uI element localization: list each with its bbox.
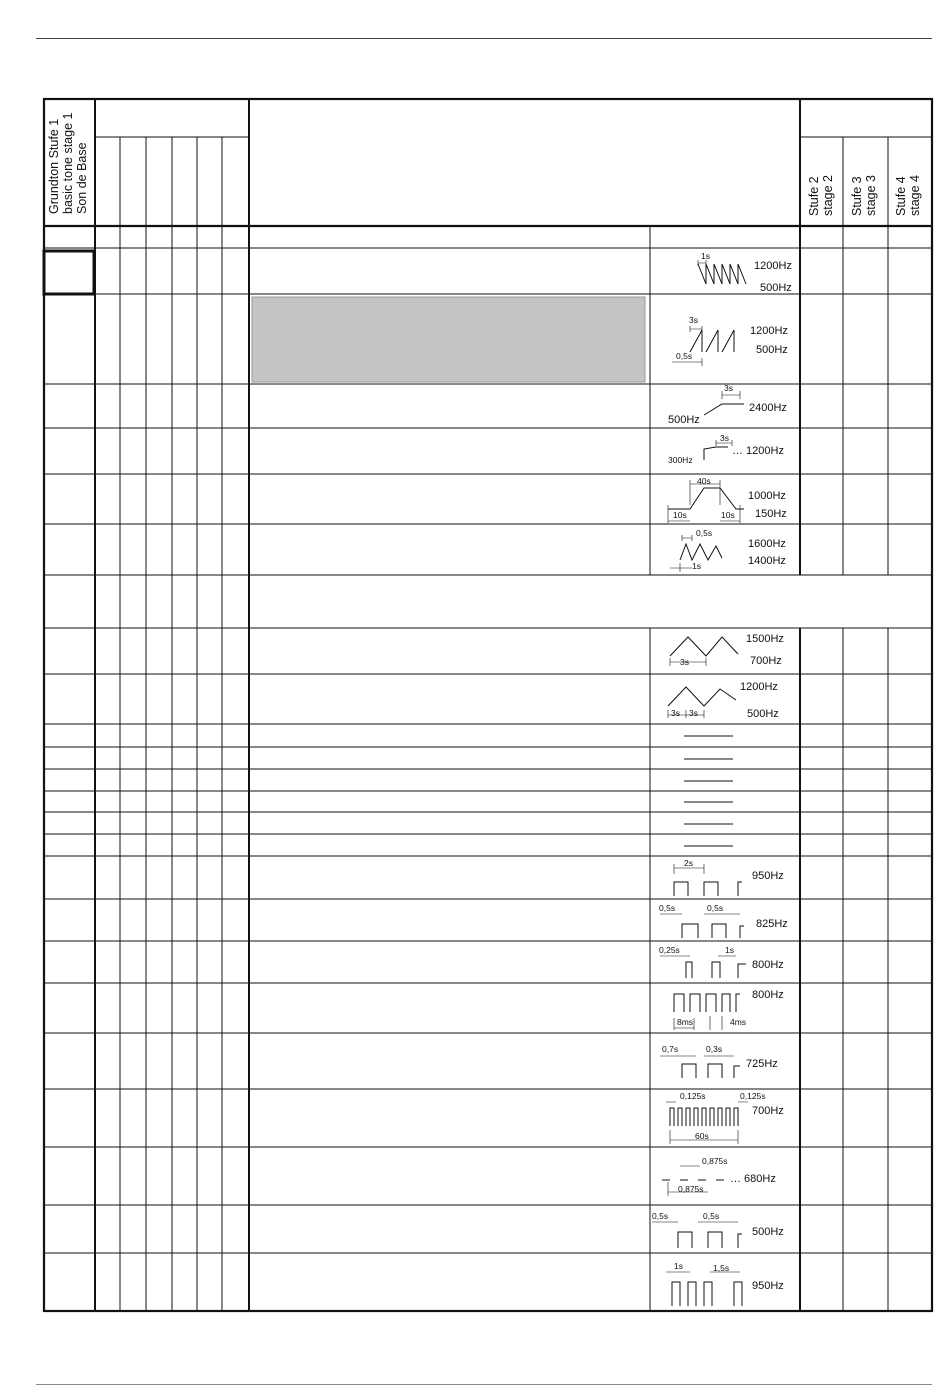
svg-text:0,5s: 0,5s	[676, 351, 693, 361]
svg-text:3s: 3s	[724, 383, 733, 393]
svg-text:500Hz: 500Hz	[747, 708, 779, 720]
svg-text:0,5s: 0,5s	[707, 903, 724, 913]
svg-text:0,5s: 0,5s	[659, 903, 676, 913]
svg-text:1s: 1s	[701, 251, 710, 261]
svg-text:… 680Hz: … 680Hz	[730, 1173, 776, 1185]
waveform-4	[668, 433, 784, 465]
waveform-9	[674, 858, 784, 896]
waveform-8	[668, 681, 779, 720]
svg-text:60s: 60s	[695, 1131, 709, 1141]
svg-text:3s: 3s	[671, 708, 680, 718]
waveform-13	[660, 1044, 778, 1078]
svg-text:1500Hz: 1500Hz	[746, 633, 784, 645]
svg-text:3s: 3s	[680, 657, 689, 667]
waveform-11	[659, 945, 784, 978]
header-stage1	[47, 112, 89, 214]
svg-text:0,125s: 0,125s	[680, 1091, 706, 1101]
svg-text:40s: 40s	[697, 476, 711, 486]
svg-text:3s: 3s	[720, 433, 729, 443]
svg-text:8ms: 8ms	[677, 1017, 694, 1027]
svg-text:800Hz: 800Hz	[752, 959, 784, 971]
waveform-14	[666, 1091, 784, 1144]
svg-text:stage 4: stage 4	[908, 174, 922, 216]
svg-text:950Hz: 950Hz	[752, 870, 784, 882]
svg-text:150Hz: 150Hz	[755, 508, 787, 520]
svg-text:0,3s: 0,3s	[706, 1044, 723, 1054]
svg-text:0,5s: 0,5s	[703, 1211, 720, 1221]
svg-text:1200Hz: 1200Hz	[750, 325, 788, 337]
waveform-17	[666, 1261, 784, 1306]
svg-text:950Hz: 950Hz	[752, 1280, 784, 1292]
waveform-2	[672, 315, 788, 366]
svg-text:0,875s: 0,875s	[702, 1156, 728, 1166]
svg-text:500Hz: 500Hz	[760, 282, 792, 294]
waveform-10	[659, 903, 788, 938]
svg-text:10s: 10s	[673, 510, 687, 520]
svg-text:500Hz: 500Hz	[756, 344, 788, 356]
svg-text:4ms: 4ms	[730, 1017, 747, 1027]
svg-text:1200Hz: 1200Hz	[754, 260, 792, 272]
header-stage2	[807, 175, 835, 216]
header-stage1-fr: Son de Base	[75, 142, 89, 214]
svg-text:1s: 1s	[725, 945, 734, 955]
svg-text:500Hz: 500Hz	[668, 414, 700, 426]
svg-text:1,5s: 1,5s	[713, 1263, 730, 1273]
svg-text:stage 3: stage 3	[864, 174, 878, 216]
bottom-rule	[36, 1384, 932, 1385]
svg-text:1400Hz: 1400Hz	[748, 555, 786, 567]
waveform-3	[668, 383, 787, 426]
svg-text:0,5s: 0,5s	[696, 528, 713, 538]
waveform-12	[674, 989, 784, 1030]
svg-text:500Hz: 500Hz	[752, 1226, 784, 1238]
waveform-16	[652, 1211, 784, 1248]
svg-text:800Hz: 800Hz	[752, 989, 784, 1001]
svg-text:700Hz: 700Hz	[750, 655, 782, 667]
stage1-marker	[44, 251, 94, 294]
waveform-7	[670, 633, 784, 667]
svg-text:2400Hz: 2400Hz	[749, 402, 787, 414]
svg-text:3s: 3s	[689, 315, 698, 325]
waveform-6	[670, 528, 786, 572]
svg-text:Stufe 3: Stufe 3	[850, 176, 864, 216]
waveform-5	[668, 476, 787, 523]
svg-text:stage 2: stage 2	[821, 174, 835, 216]
svg-text:Stufe 2: Stufe 2	[807, 176, 821, 216]
shaded-cell	[252, 297, 645, 382]
svg-text:700Hz: 700Hz	[752, 1105, 784, 1117]
svg-text:Stufe 4: Stufe 4	[894, 176, 908, 216]
header-stage4	[894, 175, 922, 216]
header-stage1-de: Grundton Stufe 1	[47, 118, 61, 214]
svg-text:10s: 10s	[721, 510, 735, 520]
svg-text:725Hz: 725Hz	[746, 1058, 778, 1070]
svg-text:1000Hz: 1000Hz	[748, 490, 786, 502]
svg-text:1s: 1s	[674, 1261, 683, 1271]
svg-text:1s: 1s	[692, 561, 701, 571]
header-stage3	[850, 175, 878, 216]
svg-text:3s: 3s	[689, 708, 698, 718]
svg-text:300Hz: 300Hz	[668, 455, 693, 465]
svg-text:1600Hz: 1600Hz	[748, 538, 786, 550]
svg-text:0,875s: 0,875s	[678, 1184, 704, 1194]
waveform-15	[662, 1156, 776, 1196]
svg-text:0,7s: 0,7s	[662, 1044, 679, 1054]
svg-text:0,25s: 0,25s	[659, 945, 680, 955]
svg-text:0,125s: 0,125s	[740, 1091, 766, 1101]
svg-text:1200Hz: 1200Hz	[740, 681, 778, 693]
svg-text:825Hz: 825Hz	[756, 918, 788, 930]
header-stage1-en: basic tone stage 1	[61, 112, 75, 214]
waveform-1	[698, 251, 792, 294]
table-grid	[44, 99, 932, 1311]
svg-text:… 1200Hz: … 1200Hz	[732, 445, 784, 457]
svg-text:2s: 2s	[684, 858, 693, 868]
svg-text:0,5s: 0,5s	[652, 1211, 669, 1221]
